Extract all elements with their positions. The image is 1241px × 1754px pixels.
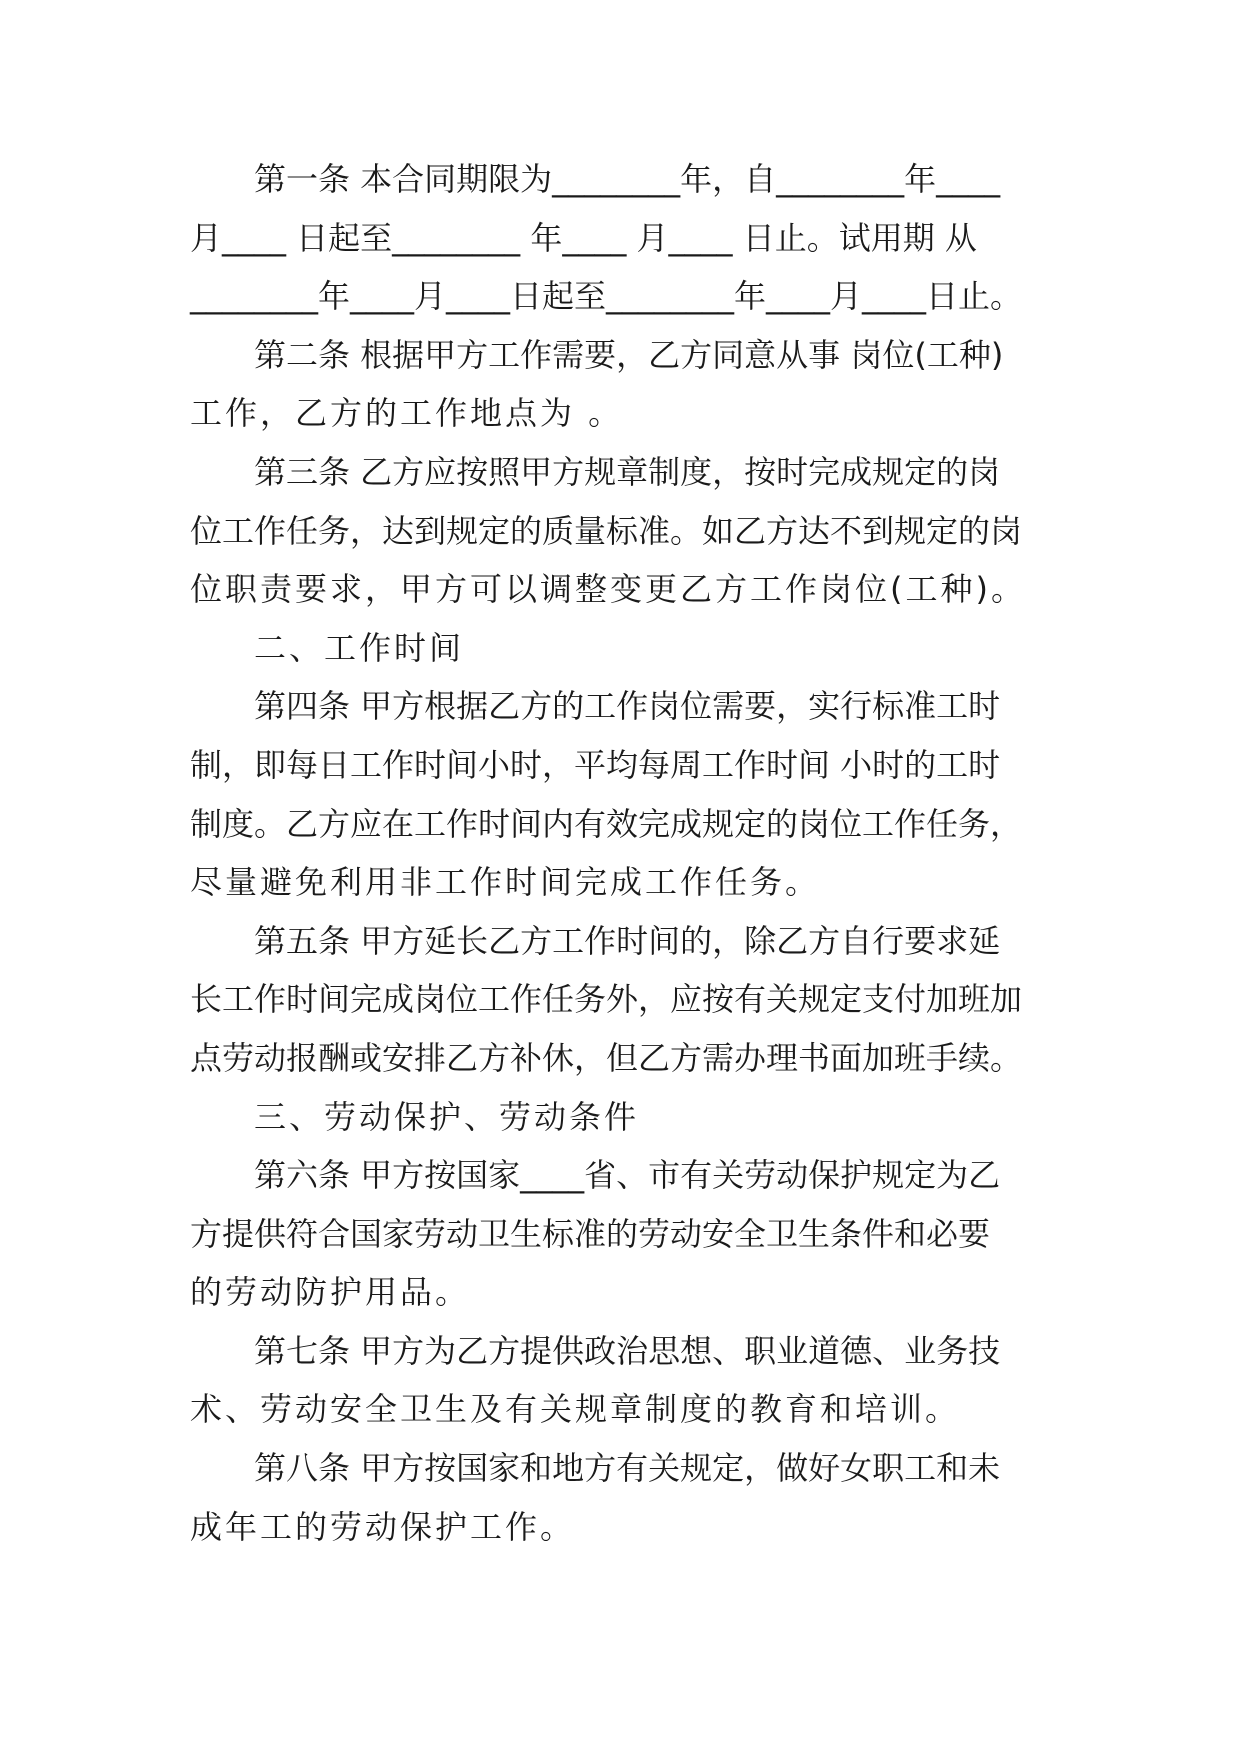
text-line: ________年____月____日起至________年____月____日止。 (190, 277, 1023, 316)
text-line: 第五条 甲方延长乙方工作时间的，除乙方自行要求延 (254, 921, 1001, 960)
text-line: 点劳动报酬或安排乙方补休，但乙方需办理书面加班手续。 (190, 1038, 1023, 1077)
article-paragraph (190, 326, 1060, 443)
article-paragraph (190, 443, 1060, 619)
text-line: 尽量避免利用非工作时间完成工作任务。 (190, 863, 821, 902)
section-heading (190, 619, 1060, 678)
text-line: 第四条 甲方根据乙方的工作岗位需要，实行标准工时 (254, 687, 1001, 726)
text-line: 第八条 甲方按国家和地方有关规定，做好女职工和未 (254, 1449, 1001, 1488)
article-paragraph (190, 1322, 1060, 1439)
article-paragraph (190, 150, 1060, 326)
text-line: 第三条 乙方应按照甲方规章制度，按时完成规定的岗 (254, 452, 1001, 491)
text-line: 位工作任务，达到规定的质量标准。如乙方达不到规定的岗 (190, 511, 1023, 550)
text-line: 三、劳动保护、劳动条件 (254, 1097, 640, 1136)
text-line: 第六条 甲方按国家____省、市有关劳动保护规定为乙 (254, 1156, 1001, 1195)
text-line: 长工作时间完成岗位工作任务外，应按有关规定支付加班加 (190, 980, 1023, 1019)
text-line: 方提供符合国家劳动卫生标准的劳动安全卫生条件和必要 (190, 1214, 991, 1253)
section-heading (190, 1088, 1060, 1147)
text-line: 第一条 本合同期限为________年，自________年____ (254, 160, 1001, 198)
text-line: 制，即每日工作时间小时，平均每周工作时间 小时的工时 (190, 745, 1001, 784)
text-line: 第七条 甲方为乙方提供政治思想、职业道德、业务技 (254, 1331, 1001, 1370)
article-paragraph (190, 1146, 1060, 1322)
text-line: 的劳动防护用品。 (190, 1273, 471, 1312)
article-paragraph (190, 1439, 1060, 1556)
text-line: 位职责要求，甲方可以调整变更乙方工作岗位(工种)。 (190, 570, 1026, 609)
text-line: 二、工作时间 (254, 628, 465, 667)
text-line: 成年工的劳动保护工作。 (190, 1507, 576, 1546)
text-line: 第二条 根据甲方工作需要，乙方同意从事 岗位(工种) (254, 335, 1004, 374)
text-line: 工作，乙方的工作地点为 。 (190, 394, 624, 433)
article-paragraph (190, 677, 1060, 911)
document-body (190, 150, 1060, 1556)
document-page (190, 150, 1060, 1556)
text-line: 月____ 日起至________ 年____ 月____ 日止。试用期 从 (190, 218, 977, 257)
article-paragraph (190, 912, 1060, 1088)
text-line: 制度。乙方应在工作时间内有效完成规定的岗位工作任务， (190, 804, 1023, 843)
text-line: 术、劳动安全卫生及有关规章制度的教育和培训。 (190, 1390, 961, 1429)
